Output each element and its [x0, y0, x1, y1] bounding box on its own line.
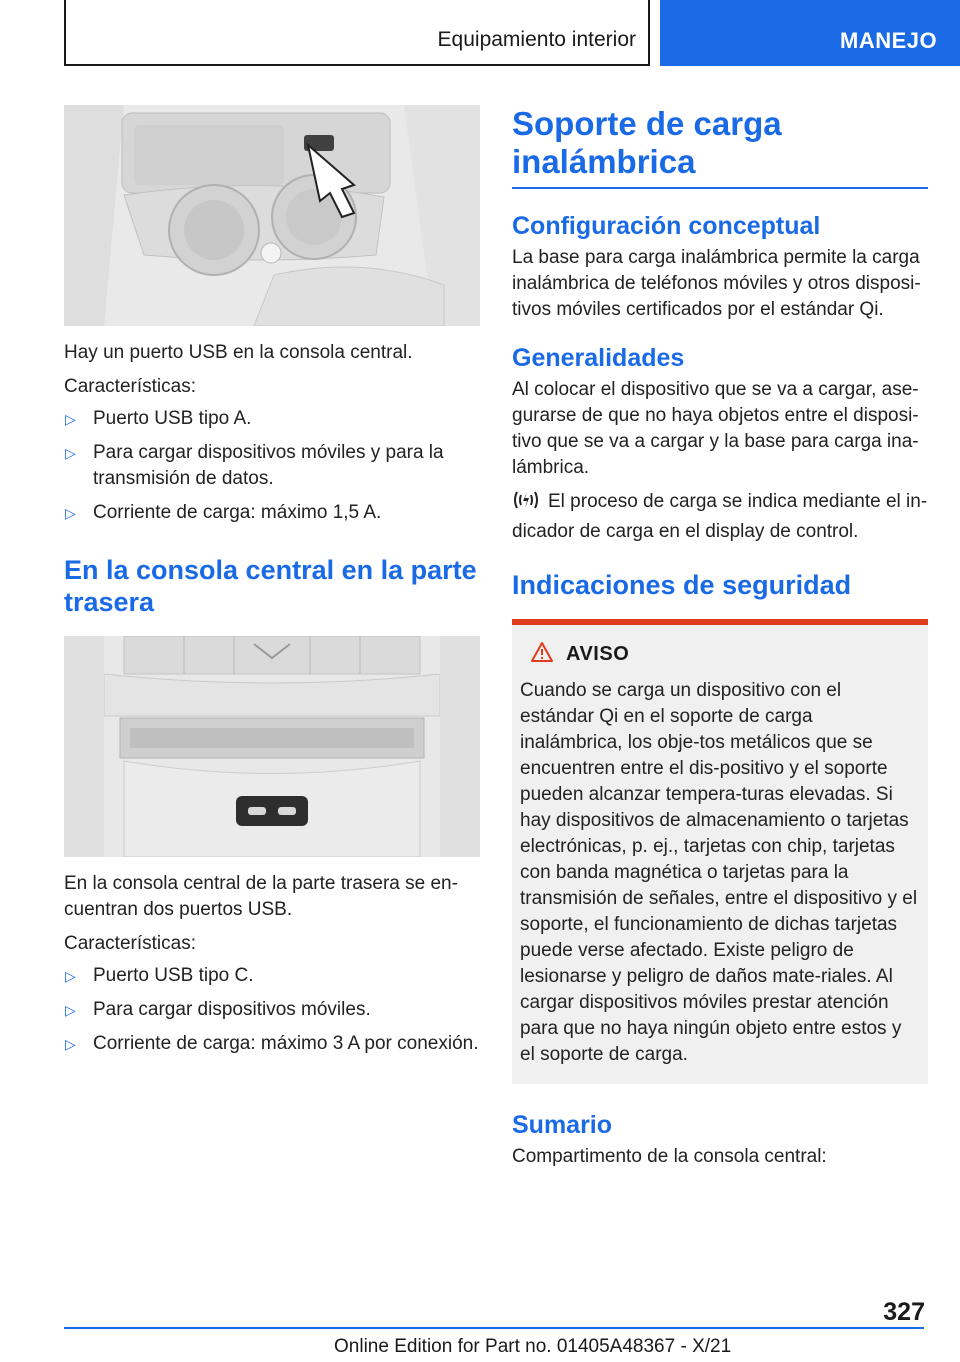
triangle-right-icon: ▷	[65, 411, 76, 427]
page-number: 327	[883, 1298, 925, 1326]
list-item: ▷ Puerto USB tipo C.	[64, 963, 480, 989]
heading-safety: Indicaciones de seguridad	[512, 570, 852, 600]
section-title: Soporte de carga inalámbrica	[512, 105, 782, 180]
right-column	[512, 105, 928, 1170]
list-item: ▷ Corriente de carga: máximo 3 A por conexión.	[64, 1031, 480, 1057]
footer-rule	[64, 1327, 924, 1329]
usb-front-feature-list	[64, 406, 480, 526]
left-column	[64, 105, 480, 1065]
wireless-charging-icon	[512, 489, 540, 519]
usb-front-description: Hay un puerto USB en la consola central.	[64, 342, 413, 363]
triangle-right-icon: ▷	[65, 505, 76, 521]
usb-rear-console-photo	[64, 636, 480, 857]
header-section-box	[64, 0, 650, 66]
heading-rear-console: En la consola central en la parte trasera	[64, 555, 477, 617]
summary-text: Compartimento de la consola central:	[512, 1146, 827, 1167]
header-section-title: Equipamiento interior	[437, 28, 636, 51]
header-chapter-label[interactable]: MANEJO	[840, 28, 938, 53]
usb-rear-features-label: Características:	[64, 933, 196, 954]
list-item: ▷ Puerto USB tipo A.	[64, 406, 480, 432]
list-item: ▷ Corriente de carga: máximo 1,5 A.	[64, 500, 480, 526]
footer-edition: Online Edition for Part no. 01405A48367 - X/21	[334, 1336, 732, 1357]
triangle-right-icon: ▷	[65, 1036, 76, 1052]
triangle-right-icon: ▷	[65, 1002, 76, 1018]
heading-general: Generalidades	[512, 344, 685, 372]
warning-title: AVISO	[566, 643, 630, 665]
triangle-right-icon: ▷	[65, 445, 76, 461]
list-item: ▷ Para cargar dispositivos móviles y para la transmisión de datos.	[65, 442, 444, 489]
warning-box	[512, 619, 928, 1084]
list-item: ▷ Para cargar dispositivos móviles.	[64, 997, 480, 1023]
usb-rear-description: En la consola central de la parte trasera se en-cuentran dos puertos USB.	[64, 873, 458, 920]
heading-summary: Sumario	[512, 1111, 613, 1139]
triangle-right-icon: ▷	[65, 968, 76, 984]
warning-text: Cuando se carga un dispositivo con el estándar Qi en el soporte de carga inalámbrica, los obje-tos metálicos que se encuentren entre el dis-positivo y el soporte pueden alcanzar tempera-turas elevadas. Si hay dispositivos de almacenamiento o tarjetas electrónicas, p. ej., tarjetas con chip, tarjetas con banda magnética o tarjetas para la transmisión de señales, entre el dispositivo y el soporte, el funcionamiento de dichas tarjetas puede verse afectado. Existe peligro de lesionarse y peligro de daños mate-riales. Al cargar dispositivos móviles prestar atención para que no haya ningún objeto entre estos y el soporte de carga.	[520, 680, 918, 1065]
usb-front-console-photo	[64, 105, 480, 326]
title-rule	[512, 187, 928, 189]
heading-concept: Configuración conceptual	[512, 212, 821, 240]
general-text: Al colocar el dispositivo que se va a cargar, ase-gurarse de que no haya objetos entre el disposi-tivo que se va a cargar y la base para carga ina-lámbrica.	[512, 379, 919, 478]
concept-text: La base para carga inalámbrica permite la carga inalámbrica de teléfonos móviles y otros disposi-tivos móviles certificados por el estándar Qi.	[512, 247, 921, 320]
indicator-text: El proceso de carga se indica mediante el in-dicador de carga en el display de control.	[512, 491, 928, 542]
usb-front-features-label: Características:	[64, 376, 196, 397]
warning-triangle-icon	[530, 641, 554, 668]
usb-rear-feature-list	[64, 963, 480, 1057]
